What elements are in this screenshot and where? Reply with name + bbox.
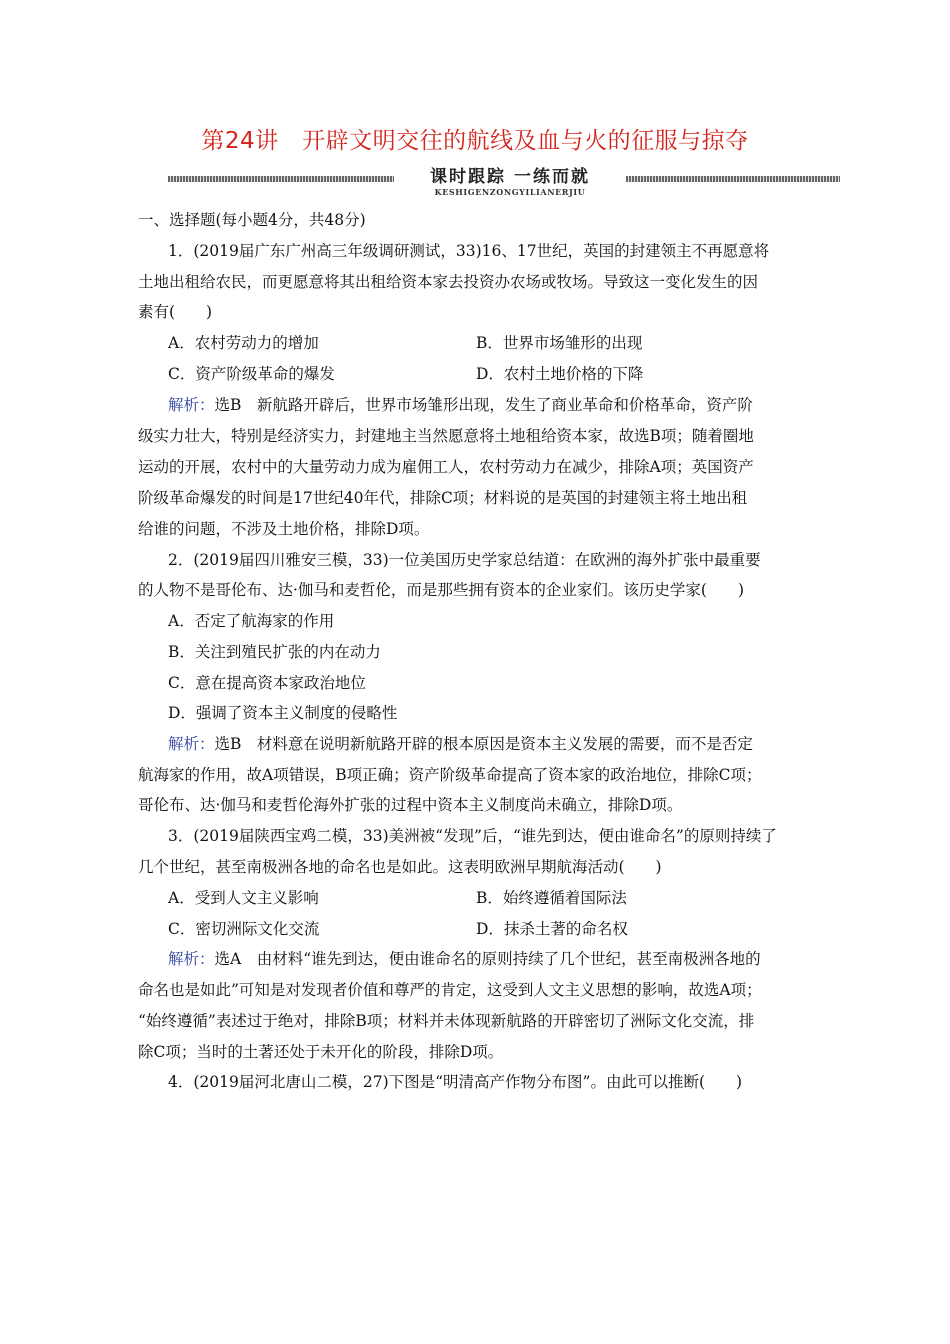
q2-analysis-label: 解析： — [168, 735, 215, 753]
q1-analysis-label: 解析： — [168, 396, 215, 414]
q1-line-1: 1．(2019届广东广州高三年级调研测试，33)16、17世纪，英国的封建领主不再愿意将 — [168, 242, 770, 260]
q3-analysis-line-2: 命名也是如此”可知是对发现者价值和尊严的肯定，这受到人文主义思想的影响，故选A项； — [138, 981, 762, 999]
q1-analysis-line-2: 级实力壮大，特别是经济实力，封建地主当然愿意将土地租给资本家，故选B项；随着圈地 — [138, 427, 754, 445]
page-title: 第24讲 开辟文明交往的航线及血与火的征服与掠夺 — [201, 128, 749, 154]
banner-sub: KESHIGENZONGYILIANERJIU — [434, 187, 586, 197]
q1-analysis-line-1 — [168, 395, 844, 415]
q3-analysis-text: 选A 由材料“谁先到达，便由谁命名的原则持续了几个世纪，甚至南极洲各地的 — [214, 950, 761, 968]
q2-analysis-line-1 — [168, 734, 844, 754]
q1-option-c: C．资产阶级革命的爆发 — [168, 365, 335, 383]
banner-label: 课时跟踪 一练而就 — [430, 167, 590, 187]
q1-line-2: 土地出租给农民，而更愿意将其出租给资本家去投资办农场或牧场。导致这一变化发生的因 — [138, 273, 759, 291]
q1-option-d: D．农村土地价格的下降 — [476, 365, 644, 383]
q2-option-c: C．意在提高资本家政治地位 — [168, 674, 366, 692]
q2-analysis-text: 选B 材料意在说明新航路开辟的根本原因是资本主义发展的需要，而不是否定 — [214, 735, 753, 753]
banner-rule-right — [626, 176, 840, 182]
q3-analysis-label: 解析： — [168, 950, 215, 968]
q1-analysis-line-3: 运动的开展，农村中的大量劳动力成为雇佣工人，农村劳动力在减少，排除A项；英国资产 — [138, 458, 754, 476]
q3-option-d: D．抹杀土著的命名权 — [476, 920, 628, 938]
q3-analysis-line-1 — [168, 949, 844, 969]
q3-line-2: 几个世纪，甚至南极洲各地的命名也是如此。这表明欧洲早期航海活动( ) — [138, 858, 662, 876]
q2-option-d: D．强调了资本主义制度的侵略性 — [168, 704, 398, 722]
q3-analysis-line-4: 除C项；当时的土著还处于未开化的阶段，排除D项。 — [138, 1043, 504, 1061]
q3-line-1: 3．(2019届陕西宝鸡二模，33)美洲被“发现”后，“谁先到达，便由谁命名”的原则持续了 — [168, 827, 777, 845]
q1-analysis-text: 选B 新航路开辟后，世界市场雏形出现，发生了商业革命和价格革命，资产阶 — [214, 396, 753, 414]
q3-option-c: C．密切洲际文化交流 — [168, 920, 320, 938]
q2-line-1: 2．(2019届四川雅安三模，33)一位美国历史学家总结道：在欧洲的海外扩张中最重要 — [168, 551, 761, 569]
section-heading: 一、选择题(每小题4分，共48分) — [138, 211, 366, 229]
q1-option-b: B．世界市场雏形的出现 — [476, 334, 643, 352]
q1-option-a: A．农村劳动力的增加 — [168, 334, 319, 352]
q2-option-a: A．否定了航海家的作用 — [168, 612, 335, 630]
q2-line-2: 的人物不是哥伦布、达·伽马和麦哲伦，而是那些拥有资本的企业家们。该历史学家( ) — [138, 581, 745, 599]
q4-line-1: 4．(2019届河北唐山二模，27)下图是“明清高产作物分布图”。由此可以推断( ) — [168, 1073, 743, 1091]
q1-line-3: 素有( ) — [138, 303, 213, 321]
q3-option-b: B．始终遵循着国际法 — [476, 889, 627, 907]
q2-analysis-line-2: 航海家的作用，故A项错误，B项正确；资产阶级革命提高了资本家的政治地位，排除C项； — [138, 766, 762, 784]
q3-option-a: A．受到人文主义影响 — [168, 889, 319, 907]
q2-option-b: B．关注到殖民扩张的内在动力 — [168, 643, 381, 661]
banner-rule-left — [168, 176, 394, 182]
q1-analysis-line-5: 给谁的问题，不涉及土地价格，排除D项。 — [138, 520, 430, 538]
section-banner — [168, 160, 840, 200]
q1-analysis-line-4: 阶级革命爆发的时间是17世纪40年代，排除C项；材料说的是英国的封建领主将土地出租 — [138, 489, 748, 507]
q2-analysis-line-3: 哥伦布、达·伽马和麦哲伦海外扩张的过程中资本主义制度尚未确立，排除D项。 — [138, 796, 683, 814]
q3-analysis-line-3: “始终遵循”表述过于绝对，排除B项；材料并未体现新航路的开辟密切了洲际文化交流，排 — [138, 1012, 755, 1030]
